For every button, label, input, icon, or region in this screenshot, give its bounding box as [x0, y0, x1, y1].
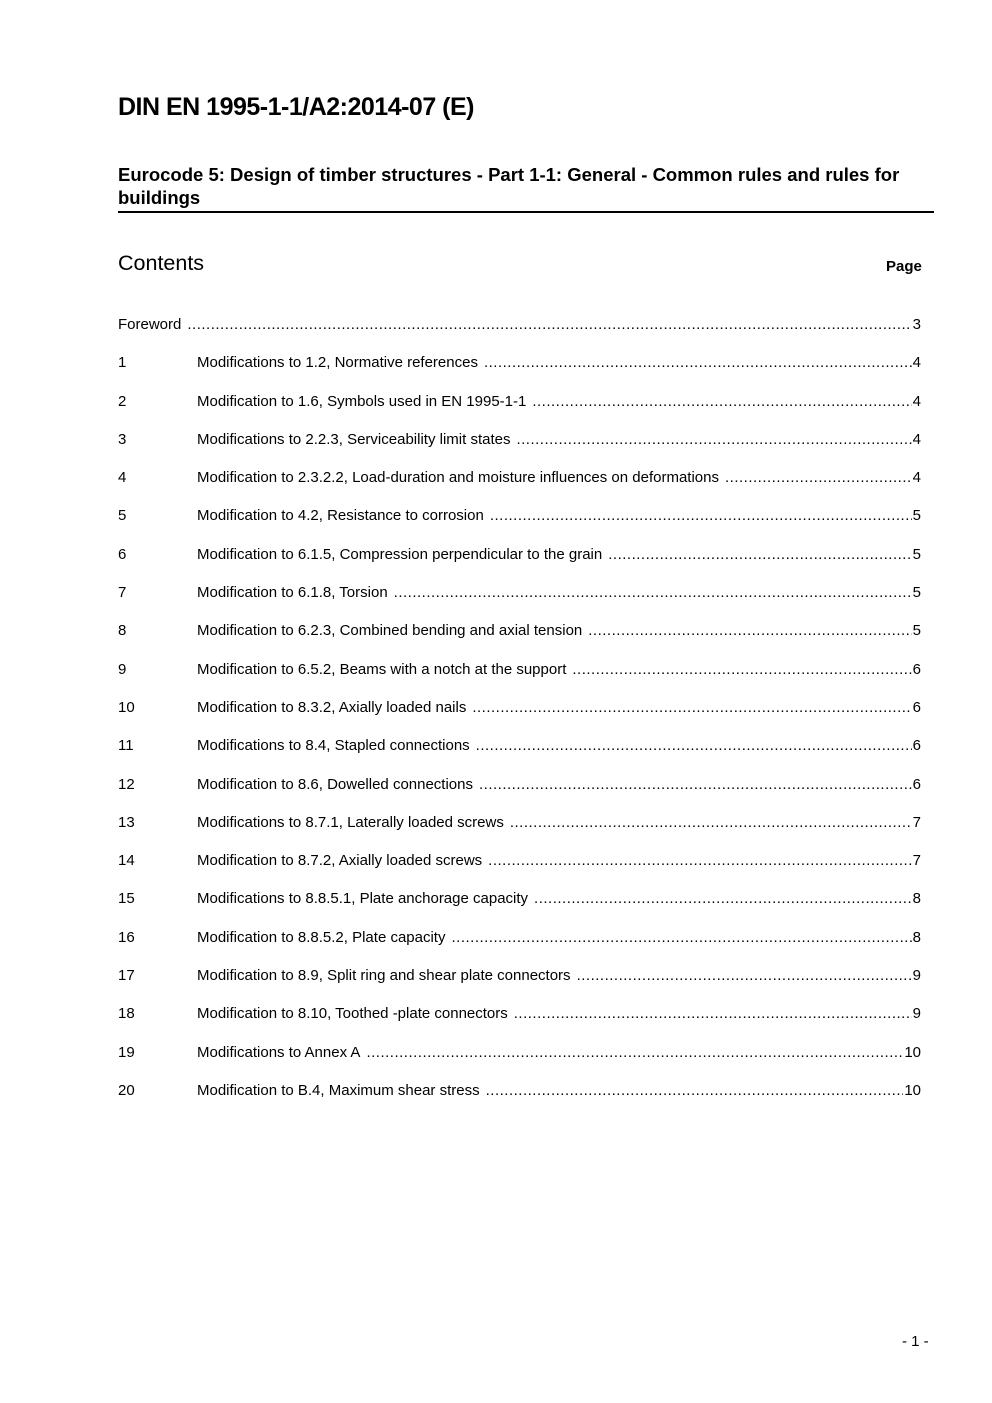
toc-entry-title: Modification to 6.1.5, Compression perpendicular to the grain — [197, 545, 603, 563]
toc-entry-page: 4 — [912, 469, 921, 487]
toc-entry-title: Modification to 1.6, Symbols used in EN 1995-1-1 — [197, 392, 527, 410]
toc-entry[interactable] — [118, 812, 921, 850]
toc-entry[interactable] — [118, 352, 921, 390]
toc-leader-dots — [472, 697, 911, 719]
toc-entry-number: 11 — [118, 737, 134, 755]
toc-leader-dots — [608, 544, 911, 566]
toc-entry-foreword[interactable] — [118, 314, 921, 352]
toc-leader-dots — [486, 1080, 904, 1102]
toc-entry-page: 10 — [904, 1043, 921, 1061]
toc-entry-page: 8 — [912, 928, 921, 946]
toc-entry[interactable] — [118, 467, 921, 505]
toc-entry-title: Modifications to 2.2.3, Serviceability limit states — [197, 430, 511, 448]
toc-entry[interactable] — [118, 850, 921, 888]
toc-entry[interactable] — [118, 965, 921, 1003]
toc-entry-title: Modification to 6.1.8, Torsion — [197, 584, 388, 602]
toc-entry[interactable] — [118, 505, 921, 543]
toc-entry-page: 5 — [912, 584, 921, 602]
toc-entry-page: 9 — [912, 1005, 921, 1023]
toc-entry-number: 1 — [118, 354, 127, 372]
toc-entry-title: Modifications to 1.2, Normative references — [197, 354, 478, 372]
toc-entry[interactable] — [118, 659, 921, 697]
page-number: - 1 - — [902, 1333, 929, 1350]
toc-leader-dots — [484, 352, 912, 374]
toc-leader-dots — [532, 391, 911, 413]
toc-entry-page: 6 — [912, 660, 921, 678]
toc-entry[interactable] — [118, 1080, 921, 1118]
toc-entry-number: 17 — [118, 967, 135, 985]
toc-entry-title: Modifications to 8.7.1, Laterally loaded screws — [197, 813, 504, 831]
toc-entry-page: 6 — [912, 737, 921, 755]
toc-leader-dots — [488, 850, 912, 872]
toc-entry-page: 5 — [912, 507, 921, 525]
document-subtitle: Eurocode 5: Design of timber structures - Part 1-1: General - Common rules and rules for buildings — [118, 163, 934, 213]
toc-leader-dots — [577, 965, 912, 987]
toc-entry[interactable] — [118, 429, 921, 467]
toc-entry-page: 5 — [912, 545, 921, 563]
toc-entry-title: Modifications to 8.4, Stapled connections — [197, 737, 470, 755]
toc-entry-page: 6 — [912, 698, 921, 716]
toc-leader-dots — [516, 429, 911, 451]
toc-entry[interactable] — [118, 888, 921, 926]
toc-entry-number: 12 — [118, 775, 135, 793]
toc-entry-number: 5 — [118, 507, 127, 525]
toc-entry-page: 4 — [912, 392, 921, 410]
toc-entry-page: 3 — [912, 316, 921, 333]
toc-entry-title: Modification to 4.2, Resistance to corrosion — [197, 507, 484, 525]
toc-entry-number: 16 — [118, 928, 135, 946]
toc-entry[interactable] — [118, 735, 921, 773]
toc-entry[interactable] — [118, 697, 921, 735]
toc-entry-title: Modification to 6.5.2, Beams with a notch at the support — [197, 660, 567, 678]
toc-entry[interactable] — [118, 1042, 921, 1080]
toc-entry-title: Modification to 8.3.2, Axially loaded nails — [197, 698, 467, 716]
toc-leader-dots — [514, 1003, 912, 1025]
toc-entry-title: Modifications to 8.8.5.1, Plate anchorage capacity — [197, 890, 529, 908]
toc-entry-page: 7 — [912, 813, 921, 831]
toc-entry-page: 4 — [912, 430, 921, 448]
toc-leader-dots — [534, 888, 912, 910]
toc-entry-number: 9 — [118, 660, 127, 678]
toc-entry-number: 20 — [118, 1081, 135, 1099]
toc-leader-dots — [187, 314, 911, 336]
toc-entry[interactable] — [118, 774, 921, 812]
document-title: DIN EN 1995-1-1/A2:2014-07 (E) — [118, 93, 474, 121]
toc-entry-number: 14 — [118, 852, 135, 870]
toc-entry-number: 19 — [118, 1043, 135, 1061]
page-column-heading: Page — [886, 258, 922, 275]
toc-leader-dots — [479, 774, 912, 796]
toc-entry-page: 10 — [904, 1081, 921, 1099]
toc-leader-dots — [476, 735, 912, 757]
toc-entry-page: 4 — [912, 354, 921, 372]
toc-entry-number: 13 — [118, 813, 135, 831]
toc-entry[interactable] — [118, 620, 921, 658]
toc-entry-page: 9 — [912, 967, 921, 985]
toc-entry-number: 10 — [118, 698, 135, 716]
contents-heading: Contents — [118, 251, 205, 275]
toc-entry[interactable] — [118, 927, 921, 965]
toc-entry[interactable] — [118, 1003, 921, 1041]
toc-entry-number: 7 — [118, 584, 127, 602]
toc-entry-title: Modification to 6.2.3, Combined bending and axial tension — [197, 622, 583, 640]
toc-entry[interactable] — [118, 391, 921, 429]
toc-entry-number: 8 — [118, 622, 127, 640]
toc-entry-title: Modification to 8.9, Split ring and shear plate connectors — [197, 967, 571, 985]
toc-leader-dots — [451, 927, 911, 949]
toc-entry-title: Foreword — [118, 316, 182, 333]
toc-entry-title: Modifications to Annex A — [197, 1043, 361, 1061]
toc-entry-title: Modification to 8.10, Toothed -plate connectors — [197, 1005, 508, 1023]
toc-entry-title: Modification to 8.8.5.2, Plate capacity — [197, 928, 446, 946]
toc-leader-dots — [510, 812, 912, 834]
toc-entry-number: 18 — [118, 1005, 135, 1023]
toc-entry[interactable] — [118, 544, 921, 582]
toc-entry-title: Modification to 8.6, Dowelled connections — [197, 775, 473, 793]
toc-entry-title: Modification to B.4, Maximum shear stress — [197, 1081, 480, 1099]
toc-leader-dots — [588, 620, 911, 642]
toc-leader-dots — [394, 582, 912, 604]
toc-entry-title: Modification to 8.7.2, Axially loaded screws — [197, 852, 483, 870]
toc-entry-number: 3 — [118, 430, 127, 448]
toc-leader-dots — [725, 467, 912, 489]
toc-entry-page: 8 — [912, 890, 921, 908]
toc-entry-page: 5 — [912, 622, 921, 640]
toc-entry-number: 2 — [118, 392, 127, 410]
toc-entry-number: 4 — [118, 469, 127, 487]
toc-leader-dots — [490, 505, 912, 527]
table-of-contents — [118, 314, 921, 1118]
toc-entry-page: 6 — [912, 775, 921, 793]
toc-entry-number: 6 — [118, 545, 127, 563]
toc-entry-title: Modification to 2.3.2.2, Load-duration and moisture influences on deformations — [197, 469, 719, 487]
toc-entry[interactable] — [118, 582, 921, 620]
toc-leader-dots — [366, 1042, 903, 1064]
toc-leader-dots — [572, 659, 911, 681]
toc-entry-number: 15 — [118, 890, 135, 908]
toc-entry-page: 7 — [912, 852, 921, 870]
